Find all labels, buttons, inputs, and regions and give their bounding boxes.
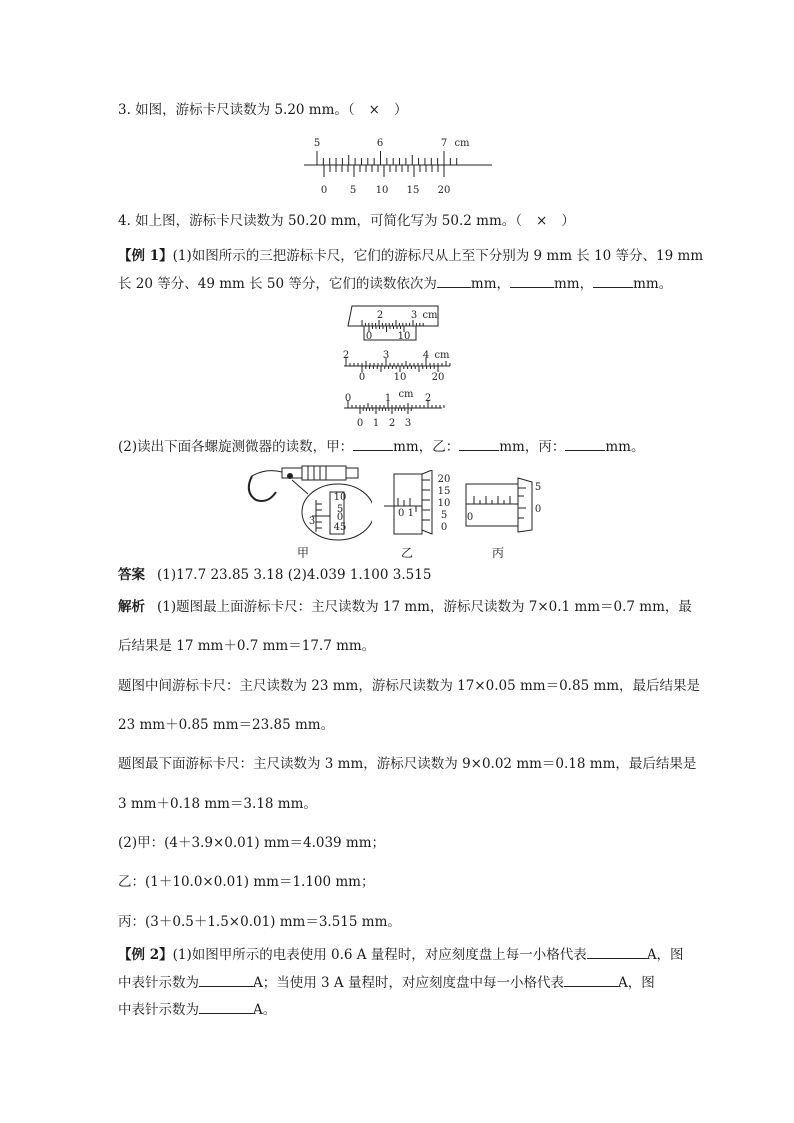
vernier-label: 0 [365,331,373,342]
calipers-figure [338,302,456,432]
thimble-label: 5 [440,510,448,521]
unit-label: cm [398,389,414,400]
answer-blank[interactable] [564,972,618,987]
vernier-label: 1 [372,418,380,429]
answer-line: 答案 (1)17.7 23.85 3.18 (2)4.039 1.100 3.515 [118,567,432,583]
analysis-line-8: 乙：(1＋10.0×0.01) mm＝1.100 mm； [118,874,375,890]
answer-blank[interactable] [353,436,393,451]
thimble-label: 5 [336,504,344,515]
thimble-label: 45 [333,522,347,533]
thimble-label: 15 [437,486,451,497]
unit-label: cm [422,310,438,321]
analysis-line-9: 丙：(3＋0.5＋1.5×0.01) mm＝3.515 mm。 [118,914,401,930]
analysis-label: 解析 [118,599,145,615]
thimble-label: 0 [534,504,542,515]
vernier-label: 20 [431,372,445,383]
vernier-label: 10 [375,185,389,196]
vernier-label: 3 [404,418,412,429]
example-1-line-1: 【例 1】(1)如图所示的三把游标卡尺，它们的游标尺从上至下分别为 9 mm 长 10 等分、19 mm [118,248,704,264]
unit-label: cm [434,350,450,361]
question-3: 3. 如图，游标卡尺读数为 5.20 mm。（ × ） [118,102,408,118]
vernier-caliper-figure-1 [300,132,500,198]
main-label: 2 [424,393,432,404]
main-label: 3 [382,350,390,361]
vernier-label: 10 [397,331,411,342]
answer-blank[interactable] [199,972,253,987]
analysis-line-6: 3 mm＋0.18 mm＝3.18 mm。 [118,796,317,812]
caption-yi: 乙 [401,546,414,560]
thimble-label: 20 [437,474,451,485]
answer-label: 答案 [118,567,145,583]
thimble-label: 0 [440,522,448,533]
sleeve-label: 3 [308,516,316,527]
analysis-line-3: 题图中间游标卡尺：主尺读数为 23 mm，游标尺读数为 17×0.05 mm＝0.85 mm，最后结果是 [118,678,701,694]
micrometer-jia-figure [242,462,372,542]
answer-blank[interactable] [199,999,253,1014]
cross-mark: × [536,213,548,229]
example-tag: 【例 2】 [118,947,173,963]
analysis-line-7: (2)甲：(4＋3.9×0.01) mm＝4.039 mm； [118,835,386,851]
thimble-label: 5 [534,482,542,493]
analysis-line-4: 23 mm＋0.85 mm＝23.85 mm。 [118,717,335,733]
main-label: 5 [313,138,321,149]
lock-knob-icon [287,473,293,479]
example-tag: 【例 1】 [118,248,173,264]
caption-jia: 甲 [297,546,310,560]
vernier-label: 15 [406,185,420,196]
analysis-line-2: 后结果是 17 mm＋0.7 mm＝17.7 mm。 [118,638,376,654]
example-1-line-2: 长 20 等分、49 mm 长 50 等分，它们的读数依次为 mm， mm， mm。 [118,273,672,294]
answer-blank[interactable] [437,273,471,288]
vernier-label: 0 [320,185,328,196]
vernier-label: 10 [393,372,407,383]
vernier-label: 0 [358,372,366,383]
sleeve-label: 0 [466,512,474,523]
vernier-label: 5 [349,185,357,196]
caption-bing: 丙 [492,546,505,560]
main-label: 4 [422,350,430,361]
cross-mark: × [368,102,380,118]
answer-blank[interactable] [587,944,647,959]
unit-label: cm [454,138,470,149]
example-1-line-3: (2)读出下面各螺旋测微器的读数，甲： mm，乙： mm，丙： mm。 [118,436,644,457]
vernier-label: 0 [356,418,364,429]
main-label: 3 [410,310,418,321]
main-label: 2 [376,310,384,321]
vernier-label: 20 [437,185,451,196]
example-2-line-2: 中表针示数为 A；当使用 3 A 量程时，对应刻度盘中每一小格代表 A，图 [118,972,655,993]
thimble-label: 10 [437,498,451,509]
analysis-line-1: 解析 (1)题图最上面游标卡尺：主尺读数为 17 mm，游标尺读数为 7×0.1 mm＝0.7 mm，最 [118,599,692,615]
answer-blank[interactable] [565,436,605,451]
thimble-label: 0 [336,512,344,523]
answer-blank[interactable] [510,273,554,288]
sleeve-label: 0 1 [398,508,414,519]
answer-blank[interactable] [593,273,633,288]
micrometer-yi-figure [380,470,460,536]
micrometer-bing-figure [460,474,542,534]
main-label: 7 [440,138,448,149]
example-2-line-3: 中表针示数为 A。 [118,999,276,1020]
question-4: 4. 如上图，游标卡尺读数为 50.20 mm，可简化写为 50.2 mm。（ × ） [118,213,575,229]
main-label: 2 [342,350,350,361]
thimble-label: 10 [333,492,347,503]
example-2-line-1: 【例 2】(1)如图甲所示的电表使用 0.6 A 量程时，对应刻度盘上每一小格代表 A，图 [118,944,684,965]
analysis-line-5: 题图最下面游标卡尺：主尺读数为 3 mm，游标尺读数为 9×0.02 mm＝0.18 mm，最后结果是 [118,756,697,772]
answer-blank[interactable] [459,436,499,451]
main-label: 0 [344,393,352,404]
vernier-label: 2 [388,418,396,429]
main-label: 6 [376,138,384,149]
main-label: 1 [384,393,392,404]
